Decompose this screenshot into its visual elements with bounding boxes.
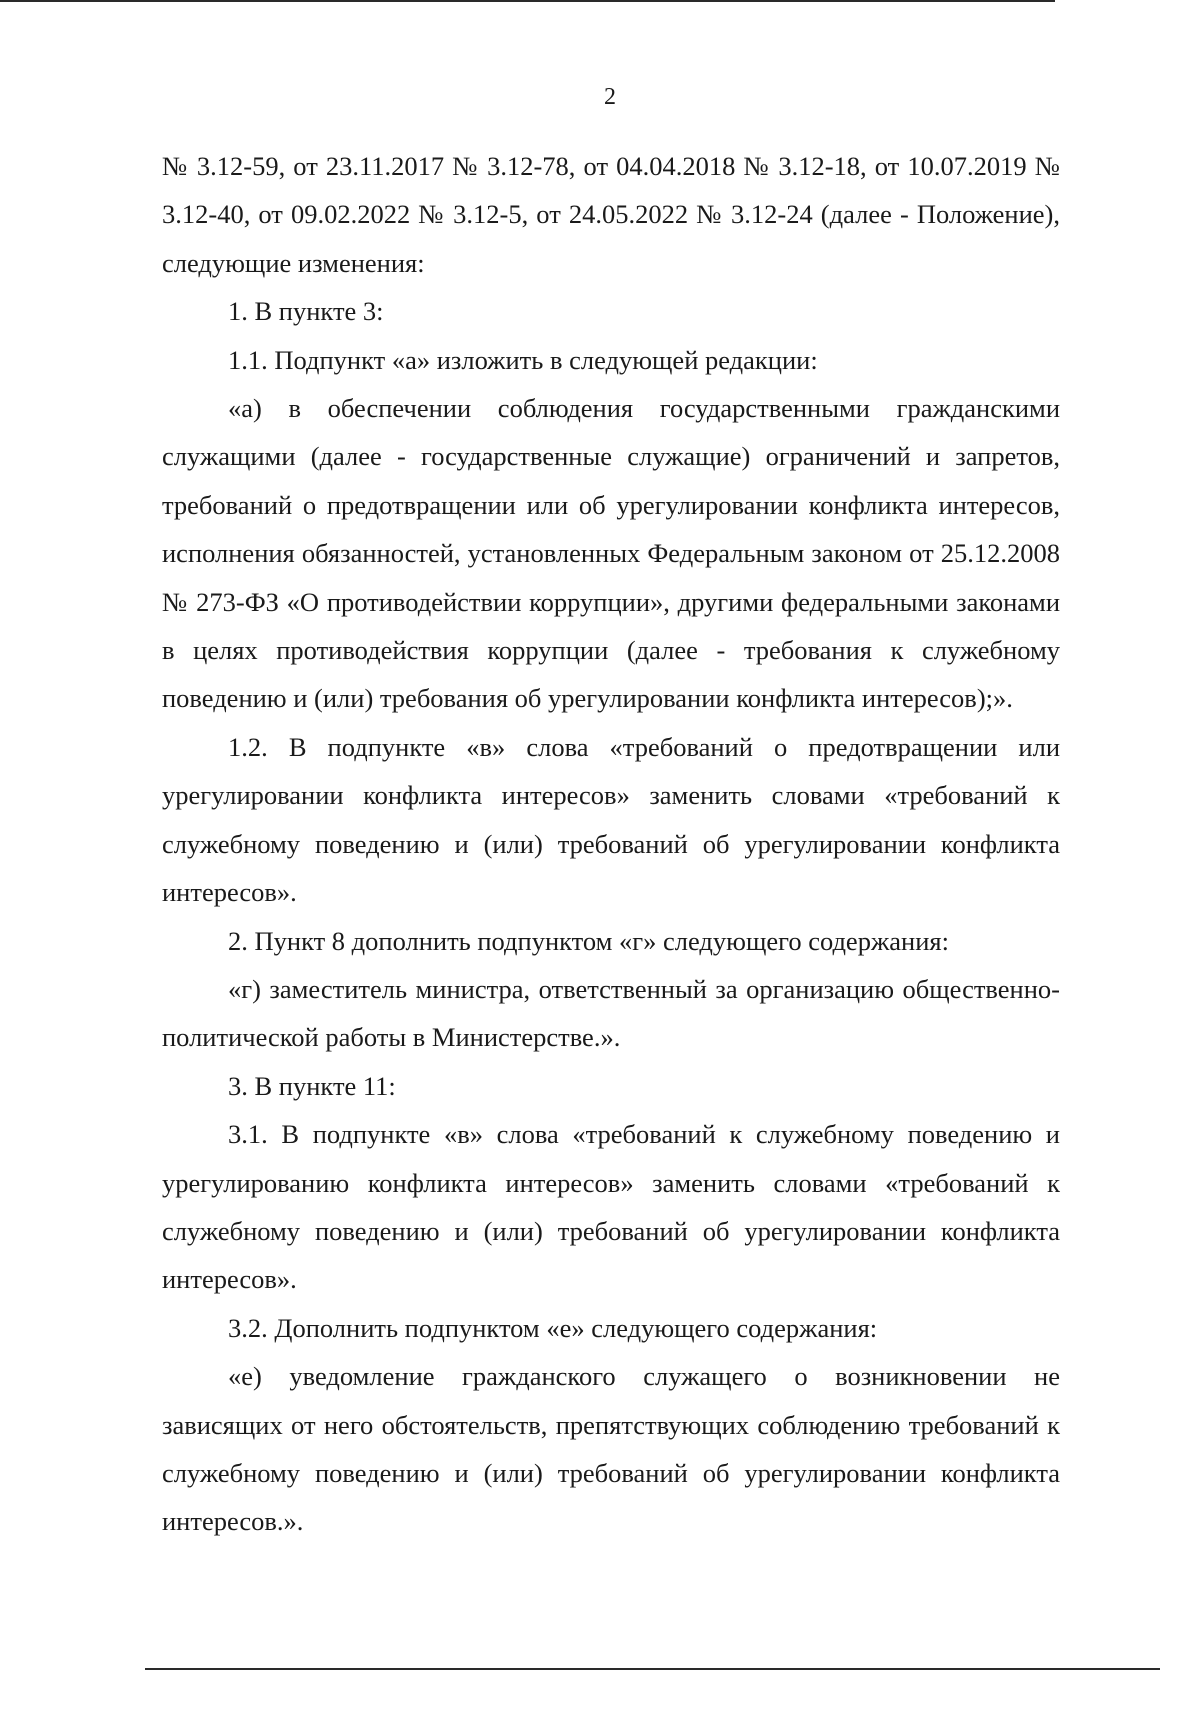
paragraph-item-2: 2. Пункт 8 дополнить подпунктом «г» следующего содержания:	[228, 925, 949, 956]
top-border-line	[0, 0, 1055, 2]
paragraph-continuation: № 3.12-59, от 23.11.2017 № 3.12-78, от 04.04.2018 № 3.12-18, от 10.07.2019 № 3.12-40, от 09.02.2022 № 3.12-5, от 24.05.2022 № 3.12-24 (далее - Положение), следующие изменения:	[162, 151, 1060, 278]
page-number: 2	[604, 84, 616, 110]
paragraph-subitem-g: «г) заместитель министра, ответственный за организацию общественно-политической работы в Министерстве.».	[162, 973, 1060, 1053]
paragraph-item-1-2: 1.2. В подпункте «в» слова «требований о предотвращении или урегулировании конфликта интересов» заменить словами «требований к служебному поведению и (или) требований об урегулировании конфликта интересов».	[162, 731, 1060, 908]
paragraph-item-3-1: 3.1. В подпункте «в» слова «требований к служебному поведению и урегулированию конфликта интересов» заменить словами «требований к служебному поведению и (или) требований об урегулировании конфликта интересов».	[162, 1119, 1060, 1295]
paragraph-item-1: 1. В пункте 3:	[228, 296, 384, 327]
paragraph-item-3-2: 3.2. Дополнить подпунктом «е» следующего содержания:	[228, 1312, 878, 1343]
paragraph-subitem-e: «е) уведомление гражданского служащего о возникновении не зависящих от него обстоятельств, препятствующих соблюдению требований к служебному поведению и (или) требований об урегулировании конфликта интересов.».	[162, 1361, 1060, 1537]
paragraph-subitem-a: «а) в обеспечении соблюдения государственными гражданскими служащими (далее - государственные служащие) ограничений и запретов, требований о предотвращении или об урегулировании конфликта интересов, исполнения обязанностей, установленных Федеральным законом от 25.12.2008 № 273-ФЗ «О противодействии коррупции», другими федеральными законами в целях противодействия коррупции (далее - требования к служебному поведению и (или) требования об урегулировании конфликта интересов);».	[162, 393, 1060, 714]
paragraph-item-3: 3. В пункте 11:	[228, 1070, 396, 1101]
document-body	[162, 142, 1060, 1546]
paragraph-item-1-1: 1.1. Подпункт «а» изложить в следующей редакции:	[228, 344, 818, 375]
bottom-border-line	[145, 1668, 1160, 1670]
